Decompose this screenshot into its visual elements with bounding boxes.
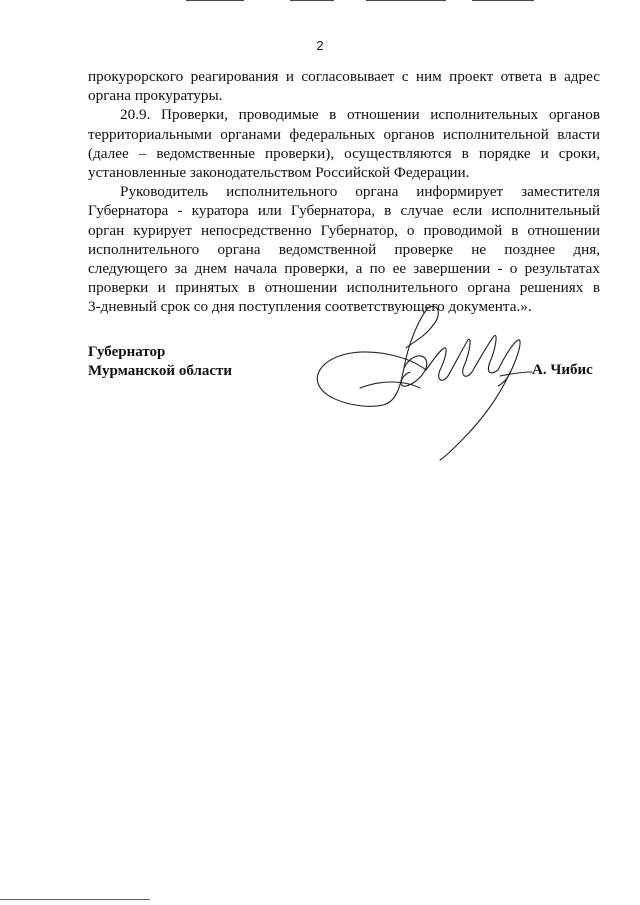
page-number: 2 (316, 38, 324, 53)
signatory-title (88, 343, 232, 381)
text-line: установленные законодательством Российской Федерации. (88, 164, 470, 182)
text-line: проверки и принятых в отношении исполнительного органа решениях в (88, 279, 600, 297)
text-line: Руководитель исполнительного органа информирует заместителя (120, 183, 600, 201)
body-text (88, 67, 600, 317)
signatory-name: А. Чибис (532, 362, 593, 378)
text-line: территориальными органами федеральных органов исполнительной власти (88, 125, 600, 143)
signatory-title-line2: Мурманской области (88, 363, 233, 379)
text-line: (далее – ведомственные проверки), осуществляются в порядке и сроки, (88, 144, 600, 162)
handwritten-signature (300, 300, 540, 465)
text-line: 20.9. Проверки, проводимые в отношении исполнительных органов (120, 106, 600, 124)
scan-artifact-line (290, 0, 334, 1)
scan-artifact-line (0, 899, 150, 900)
text-line: прокурорского реагирования и согласовывает с ним проект ответа в адрес (88, 68, 600, 85)
paragraph-1 (88, 67, 600, 105)
scan-artifact-line (366, 0, 446, 1)
signatory-title-line1: Губернатор (88, 344, 166, 360)
text-line: органа прокуратуры. (88, 87, 223, 105)
paragraph-3 (88, 182, 600, 316)
scan-artifact-line (472, 0, 534, 1)
text-line: орган курирует непосредственно Губернатор, о проводимой в отношении (88, 221, 600, 239)
scan-artifact-line (186, 0, 244, 1)
text-line: следующего за днем начала проверки, а по ее завершении - о результатах (88, 260, 600, 278)
text-line: исполнительного органа ведомственной проверке не позднее дня, (88, 240, 600, 258)
paragraph-2 (88, 105, 600, 182)
text-line: 3-дневный срок со дня поступления соответствующего документа.». (88, 298, 532, 316)
text-line: Губернатора - куратора или Губернатора, в случае если исполнительный (88, 202, 600, 220)
